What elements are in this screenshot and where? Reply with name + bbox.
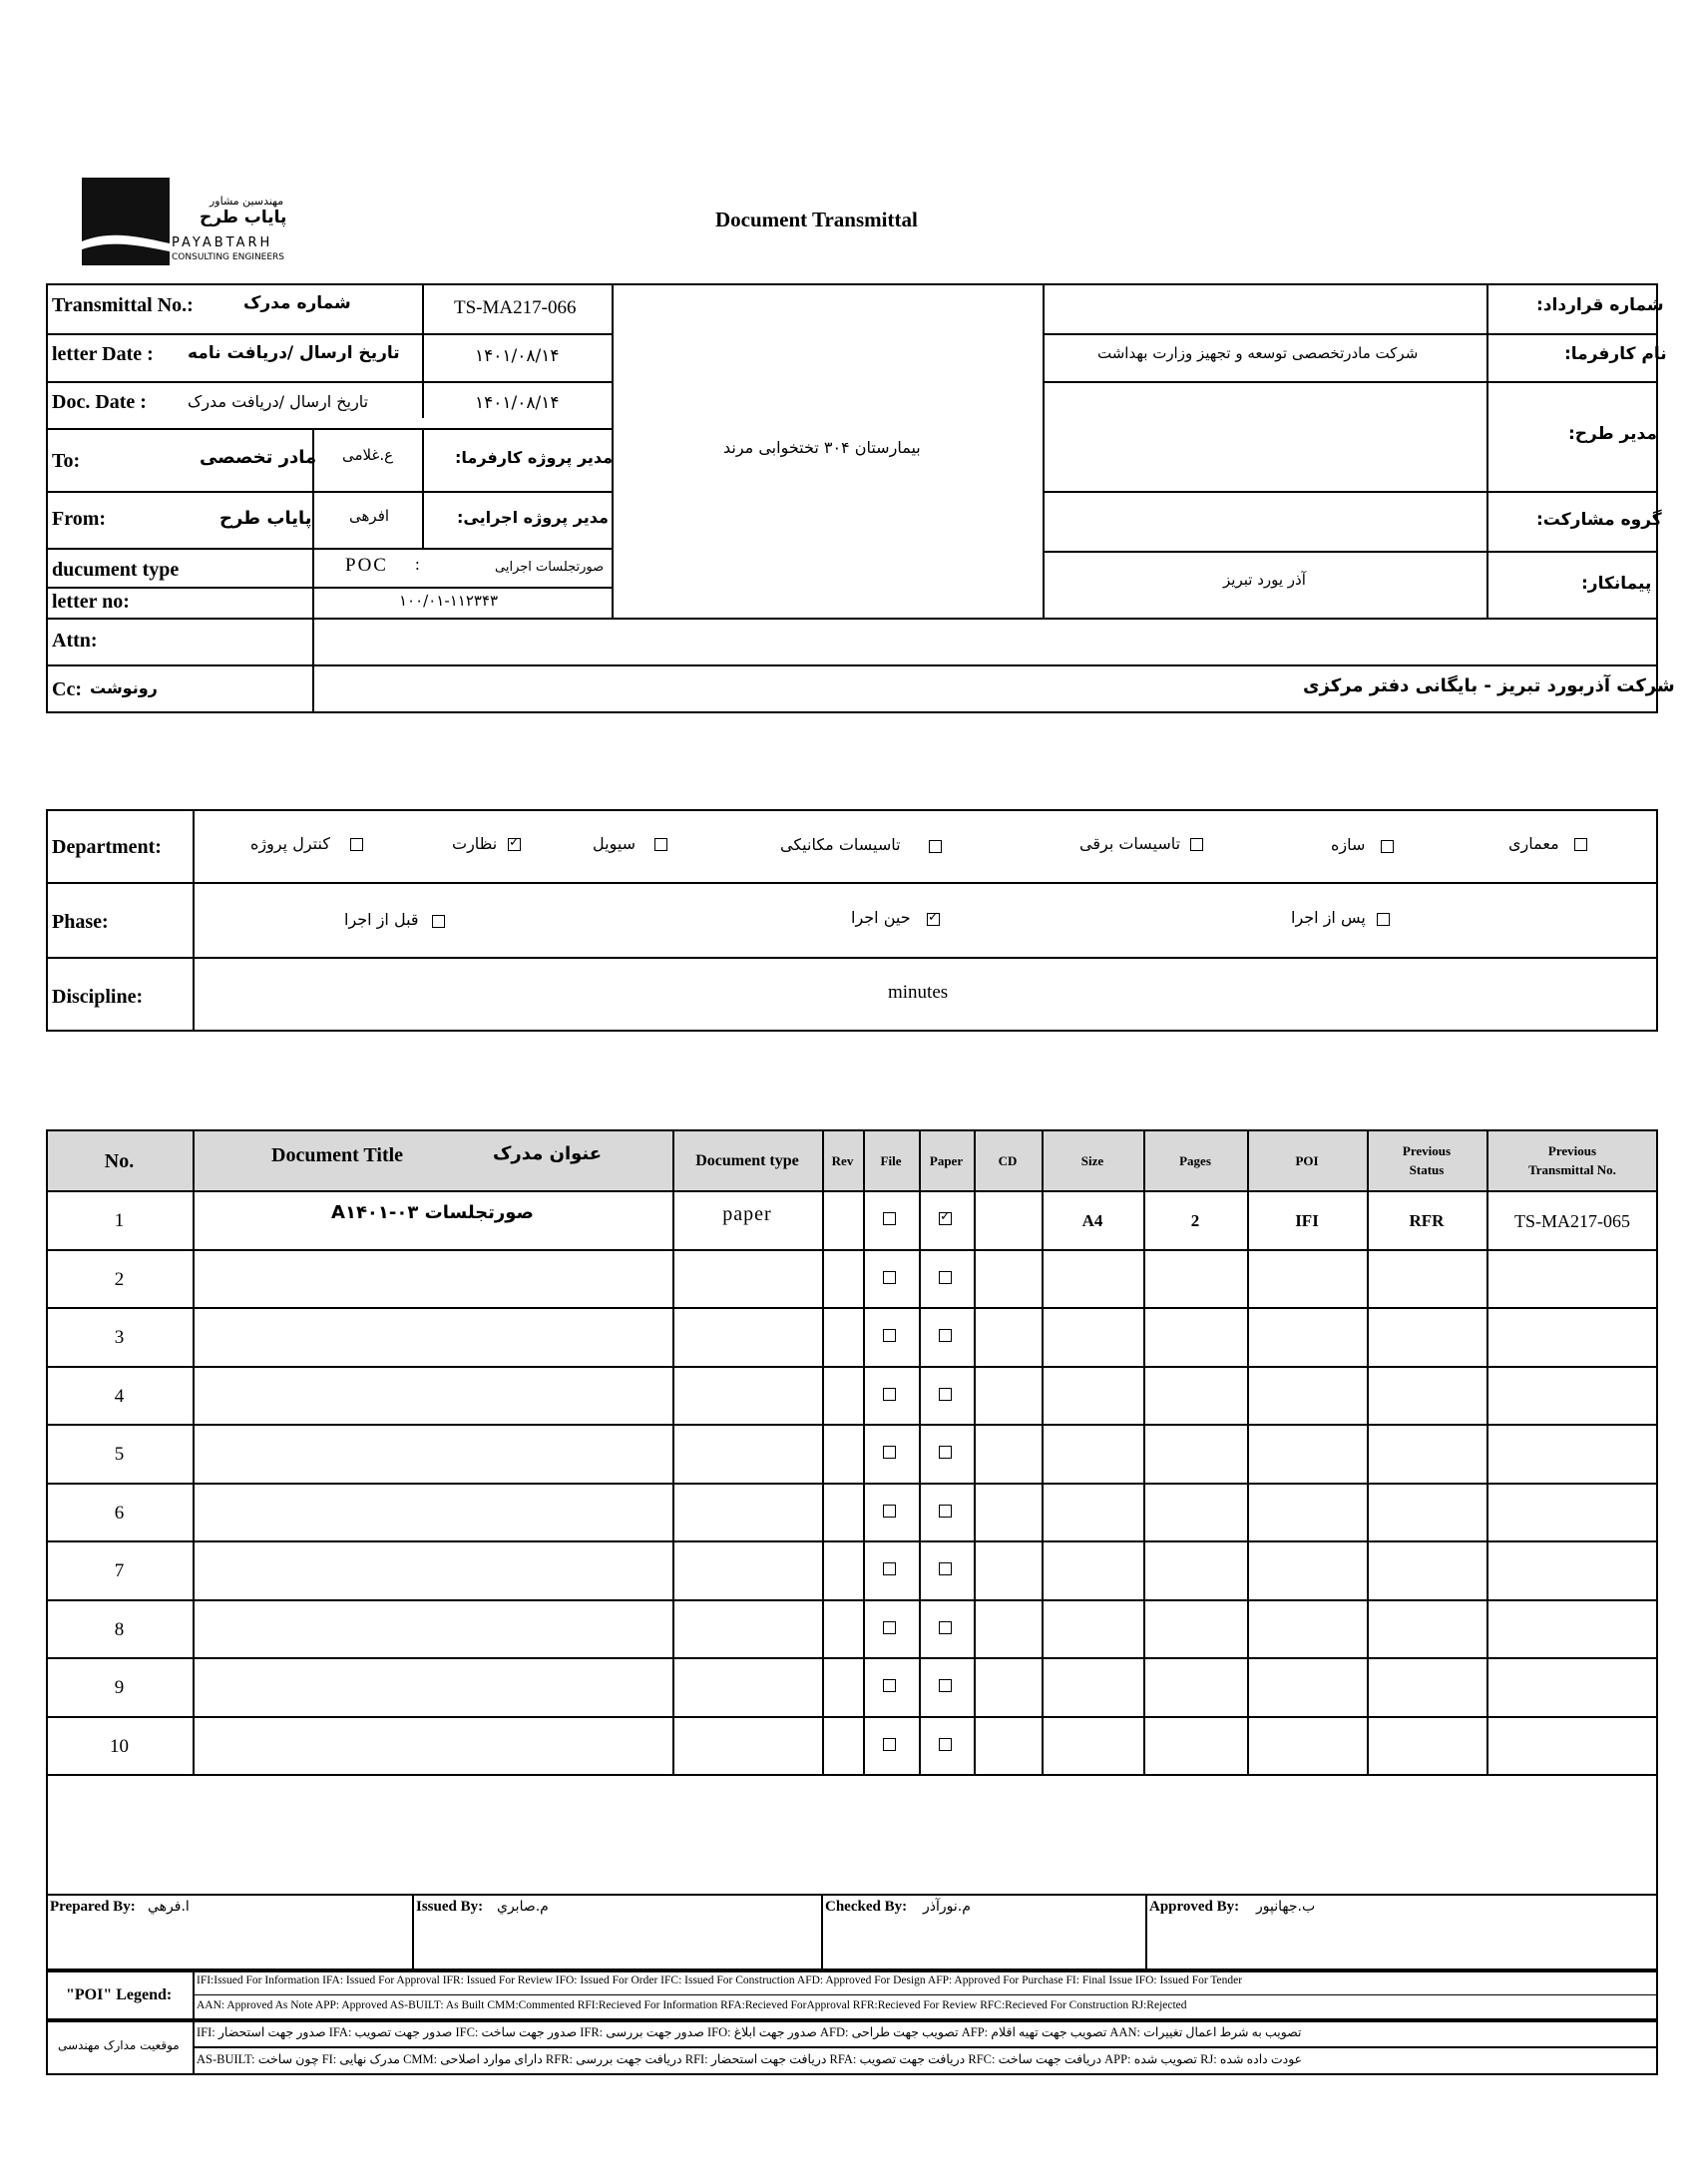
row-paper-checkbox[interactable] [939, 1446, 952, 1459]
doc-date-fa-label: تاریخ ارسال /دریافت مدرک [188, 392, 369, 411]
letter-date-fa-label: تاریخ ارسال /دریافت نامه [188, 343, 400, 363]
row-size: A4 [1081, 1211, 1103, 1230]
header-no: No. [104, 1150, 135, 1172]
document-title: Document Transmittal [715, 208, 918, 231]
dept-architecture-checkbox[interactable] [1574, 838, 1587, 851]
status-legend-line4: AS-BUILT: چون ساخت FI: مدرک نهایی CMM: دارای موارد اصلاحی RFR: دریافت جهت بررسی RFI: دریافت جهت استحضار RFA: دریافت جهت تصویب RFC: دریافت جهت ساخت APP: تصویب شده RJ: عودت داده شده [197, 2052, 1303, 2066]
header-doc-type: Document type [695, 1152, 799, 1169]
to-fa: مادر تخصصی [200, 447, 317, 468]
row-no: 5 [114, 1444, 125, 1465]
contract-no-label: شماره قرارداد: [1536, 295, 1664, 315]
checked-by-value: م.نورآذر [923, 1899, 971, 1915]
row-prev-status: RFR [1409, 1211, 1445, 1230]
header-title-en: Document Title [271, 1144, 404, 1166]
phase-before-checkbox[interactable] [432, 915, 445, 928]
contractor-value: آذر یورد تبریز [1223, 571, 1306, 589]
poi-legend-line2: AAN: Approved As Note APP: Approved AS-BUILT: As Built CMM:Commented RFI:Recieved For Information RFA:Recieved ForApproval RFR:Recieved For Review RFC:Recieved For Construction RJ:Rejected [197, 1999, 1187, 2011]
header-prev-trans-1: Previous [1547, 1143, 1597, 1158]
dept-structure-checkbox[interactable] [1381, 840, 1394, 853]
to-label: To: [52, 450, 81, 472]
prepared-by-label: Prepared By: [50, 1899, 136, 1915]
prepared-by-value: ا.فرهي [148, 1899, 190, 1915]
row-file-checkbox[interactable] [883, 1621, 896, 1634]
row-poi: IFI [1295, 1211, 1319, 1230]
dept-civil-checkbox[interactable] [654, 838, 667, 851]
dept-project-control-label: کنترل پروژه [250, 834, 330, 853]
doc-date-value: ۱۴۰۱/۰۸/۱۴ [475, 393, 560, 413]
designer-label: مدیر طرح: [1568, 424, 1657, 444]
row-paper-checkbox[interactable] [939, 1388, 952, 1401]
issued-by-value: م.صابري [497, 1899, 549, 1915]
header-poi: POI [1295, 1153, 1319, 1168]
phase-after-label: پس از اجرا [1291, 908, 1366, 927]
dept-civil-label: سیویل [593, 834, 636, 853]
doc-type-code: POC [345, 555, 388, 576]
to-role: مدیر پروژه کارفرما: [455, 448, 614, 467]
row-paper-checkbox[interactable] [939, 1621, 952, 1634]
row-paper-checkbox[interactable] [939, 1505, 952, 1518]
poi-legend-line1: IFI:Issued For Information IFA: Issued For Approval IFR: Issued For Review IFO: Issued For Order IFC: Issued For Construction AFD: Approved For Design AFP: Approved For Purchase FI: Final Issue IFO: Issued For Tender [197, 1974, 1243, 1986]
letter-date-value: ۱۴۰۱/۰۸/۱۴ [475, 346, 560, 366]
doc-type-sep: : [415, 555, 420, 574]
status-legend-line3: IFI: صدور جهت استحضار IFA: صدور جهت تصویب IFC: صدور جهت ساخت IFR: صدور جهت بررسی IFO: صدور جهت ابلاغ AFD: تصویب جهت طراحی AFP: تصویب جهت تهیه اقلام AAN: تصویب به شرط اعمال تغییرات [197, 2025, 1302, 2039]
letter-date-label: letter Date : [52, 343, 154, 365]
row-file-checkbox[interactable] [883, 1271, 896, 1284]
poi-legend-label: "POI" Legend: [66, 1986, 173, 2003]
dept-mechanical-label: تاسیسات مکانیکی [780, 835, 901, 854]
letter-no-value: ۱۰۰/۰۱-۱۱۲۳۴۳ [399, 592, 499, 610]
transmittal-no-value: TS-MA217-066 [454, 297, 577, 318]
row-file-checkbox[interactable] [883, 1446, 896, 1459]
row-doc-type: paper [722, 1203, 772, 1225]
cc-label: Cc: [52, 678, 82, 700]
transmittal-no-label: Transmittal No.: [52, 294, 194, 316]
row-no: 7 [114, 1560, 125, 1581]
row-pages: 2 [1190, 1211, 1200, 1230]
row-no: 9 [114, 1677, 125, 1698]
row-title: صورتجلسات ۰۳-A۱۴۰۱ [331, 1202, 534, 1223]
doc-date-label: Doc. Date : [52, 391, 147, 413]
row-paper-checkbox[interactable] [939, 1329, 952, 1342]
header-rev: Rev [831, 1153, 854, 1168]
employer-value: شرکت مادرتخصصی توسعه و تجهیز وزارت بهداشت [1097, 344, 1419, 362]
row-paper-checkbox[interactable] [939, 1679, 952, 1692]
from-label: From: [52, 508, 107, 530]
approved-by-value: ب.جهانپور [1256, 1899, 1316, 1915]
row-paper-checkbox[interactable] [939, 1212, 952, 1225]
phase-after-checkbox[interactable] [1377, 913, 1390, 926]
from-person: افرهی [349, 507, 390, 525]
header-paper: Paper [929, 1153, 964, 1168]
project-name: بیمارستان ۳۰۴ تختخوابی مرند [723, 438, 921, 457]
row-no: 8 [114, 1619, 125, 1640]
row-file-checkbox[interactable] [883, 1679, 896, 1692]
logo-en: PAYABTARH [172, 235, 273, 250]
approved-by-label: Approved By: [1149, 1899, 1240, 1915]
header-title-fa: عنوان مدرک [493, 1143, 603, 1164]
header-pages: Pages [1179, 1153, 1211, 1168]
logo-mark-icon [82, 178, 170, 265]
row-prev-trans: TS-MA217-065 [1514, 1211, 1630, 1231]
attn-label: Attn: [52, 630, 98, 652]
header-cd: CD [998, 1153, 1018, 1168]
department-label: Department: [52, 836, 162, 858]
row-no: 1 [114, 1210, 125, 1231]
dept-project-control-checkbox[interactable] [350, 838, 363, 851]
row-file-checkbox[interactable] [883, 1212, 896, 1225]
row-file-checkbox[interactable] [883, 1505, 896, 1518]
dept-electrical-label: تاسیسات برقی [1079, 834, 1181, 853]
cc-value: شرکت آذربورد تبریز - بایگانی دفتر مرکزی [1303, 675, 1675, 696]
phase-during-checkbox[interactable] [927, 913, 940, 926]
dept-architecture-label: معماری [1508, 834, 1559, 853]
phase-label: Phase: [52, 911, 109, 933]
letter-no-label: letter no: [52, 591, 130, 613]
transmittal-no-fa-label: شماره مدرک [243, 293, 351, 313]
logo-fa: پایاب طرح [200, 208, 287, 227]
doc-type-label: ducument type [52, 559, 180, 581]
row-file-checkbox[interactable] [883, 1329, 896, 1342]
row-no: 10 [110, 1736, 129, 1757]
issued-by-label: Issued By: [416, 1899, 484, 1915]
dept-structure-label: سازه [1331, 835, 1366, 854]
header-file: File [880, 1153, 902, 1168]
employer-label: نام کارفرما: [1564, 344, 1667, 364]
dept-mechanical-checkbox[interactable] [929, 840, 942, 853]
status-legend-label: موقعیت مدارک مهندسی [58, 2038, 180, 2052]
header-size: Size [1080, 1153, 1104, 1168]
partner-label: گروه مشارکت: [1536, 510, 1662, 530]
to-person: ع.غلامی [342, 446, 394, 464]
row-file-checkbox[interactable] [883, 1738, 896, 1751]
phase-during-label: حین اجرا [851, 908, 911, 927]
row-no: 3 [114, 1327, 125, 1348]
row-no: 4 [114, 1386, 125, 1407]
row-file-checkbox[interactable] [883, 1562, 896, 1575]
row-no: 2 [114, 1269, 125, 1290]
contractor-label: پیمانکار: [1581, 574, 1652, 594]
checked-by-label: Checked By: [825, 1899, 908, 1915]
row-no: 6 [114, 1503, 125, 1524]
dept-supervision-label: نظارت [452, 834, 498, 853]
discipline-label: Discipline: [52, 986, 144, 1008]
logo-en-sub: CONSULTING ENGINEERS [172, 252, 285, 262]
row-paper-checkbox[interactable] [939, 1271, 952, 1284]
dept-supervision-checkbox[interactable] [508, 838, 521, 851]
header-prev-status-1: Previous [1402, 1143, 1452, 1158]
doc-type-fa: صورتجلسات اجرایی [495, 560, 605, 575]
phase-before-label: قبل از اجرا [344, 910, 419, 929]
header-prev-trans-2: Transmittal No. [1528, 1162, 1616, 1177]
row-paper-checkbox[interactable] [939, 1562, 952, 1575]
header-prev-status-2: Status [1409, 1162, 1445, 1177]
dept-electrical-checkbox[interactable] [1190, 838, 1203, 851]
company-logo [82, 178, 296, 267]
row-file-checkbox[interactable] [883, 1388, 896, 1401]
row-paper-checkbox[interactable] [939, 1738, 952, 1751]
from-role: مدیر پروژه اجرایی: [457, 508, 609, 527]
from-fa: پایاب طرح [219, 508, 312, 529]
discipline-value: minutes [888, 982, 949, 1003]
cc-fa-label: رونوشت [90, 678, 158, 697]
logo-fa-small: مهندسین مشاور [210, 195, 284, 208]
